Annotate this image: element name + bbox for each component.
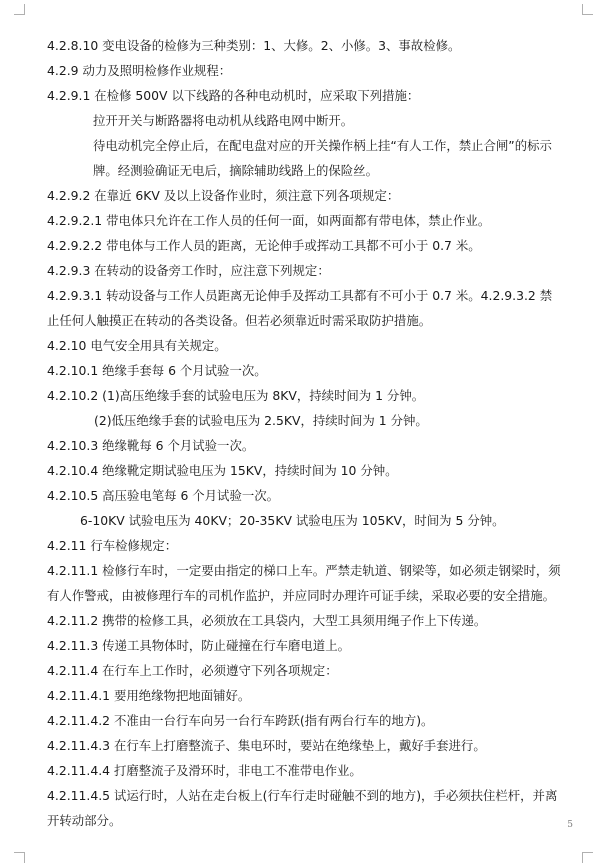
text-line: 4.2.10.3 绝缘靴每 6 个月试验一次。 bbox=[47, 438, 255, 453]
text-line: 4.2.9.3.1 转动设备与工作人员距离无论伸手及挥动工具都有不可小于 0.7 米。4.2.9.3.2 禁 bbox=[47, 288, 553, 303]
text-line: 牌。经测验确证无电后，摘除辅助线路上的保险丝。 bbox=[93, 163, 378, 178]
text-line: 4.2.11.4.2 不准由一台行车向另一台行车跨跃(指有两台行车的地方)。 bbox=[47, 713, 434, 728]
text-line: 4.2.9.1 在检修 500V 以下线路的各种电动机时，应采取下列措施： bbox=[47, 88, 420, 103]
text-line: 拉开开关与断路器将电动机从线路电网中断开。 bbox=[93, 113, 354, 128]
page-corner-mark-bottom-right bbox=[582, 852, 593, 863]
text-line: 4.2.11.1 检修行车时，一定要由指定的梯口上车。严禁走轨道、钢梁等，如必须走钢梁时，须 bbox=[47, 563, 561, 578]
text-line: 4.2.11.3 传递工具物体时，防止碰撞在行车磨电道上。 bbox=[47, 638, 350, 653]
text-line: 4.2.10.4 绝缘靴定期试验电压为 15KV，持续时间为 10 分钟。 bbox=[47, 463, 398, 478]
text-line: 4.2.11.4.3 在行车上打磨整流子、集电环时，要站在绝缘垫上，戴好手套进行。 bbox=[47, 738, 486, 753]
text-line: 4.2.11.4 在行车上工作时，必须遵守下列各项规定： bbox=[47, 663, 338, 678]
text-line: 4.2.11.4.4 打磨整流子及滑环时，非电工不准带电作业。 bbox=[47, 763, 362, 778]
text-line: 4.2.11.4.1 要用绝缘物把地面铺好。 bbox=[47, 688, 251, 703]
text-line: 6-10KV 试验电压为 40KV；20-35KV 试验电压为 105KV，时间为 5 分钟。 bbox=[80, 513, 505, 528]
text-line: 4.2.10.5 高压验电笔每 6 个月试验一次。 bbox=[47, 488, 280, 503]
page-corner-mark-bottom-left bbox=[14, 852, 25, 863]
text-line: 4.2.10 电气安全用具有关规定。 bbox=[47, 338, 227, 353]
text-line: 待电动机完全停止后，在配电盘对应的开关操作柄上挂“有人工作，禁止合闸”的标示 bbox=[93, 138, 552, 153]
text-line: 4.2.9.3 在转动的设备旁工作时，应注意下列规定： bbox=[47, 263, 330, 278]
text-line: 4.2.8.10 变电设备的检修为三种类别：1、大修。2、小修。3、事故检修。 bbox=[47, 38, 461, 53]
page-corner-mark-top-left bbox=[14, 4, 25, 15]
text-line: 4.2.10.1 绝缘手套每 6 个月试验一次。 bbox=[47, 363, 267, 378]
document-body bbox=[47, 33, 580, 833]
text-line: 开转动部分。 bbox=[47, 813, 122, 828]
page-number: 5 bbox=[567, 820, 573, 830]
text-line: 4.2.11.4.5 试运行时，人站在走台板上(行车行走时碰触不到的地方)，手必须扶住栏杆，并离 bbox=[47, 788, 558, 803]
text-line: (2)低压绝缘手套的试验电压为 2.5KV，持续时间为 1 分钟。 bbox=[94, 413, 428, 428]
text-line: 4.2.9.2 在靠近 6KV 及以上设备作业时，须注意下列各项规定： bbox=[47, 188, 400, 203]
text-line: 4.2.11 行车检修规定： bbox=[47, 538, 178, 553]
text-line: 4.2.9.2.1 带电体只允许在工作人员的任何一面，如两面都有带电体，禁止作业。 bbox=[47, 213, 491, 228]
text-line: 4.2.11.2 携带的检修工具，必须放在工具袋内，大型工具须用绳子作上下传递。 bbox=[47, 613, 487, 628]
page-corner-mark-top-right bbox=[582, 4, 593, 15]
text-line: 止任何人触摸正在转动的各类设备。但若必须靠近时需采取防护措施。 bbox=[47, 313, 432, 328]
text-line: 有人作警戒，由被修理行车的司机作监护，并应同时办理许可证手续，采取必要的安全措施。 bbox=[47, 588, 556, 603]
text-line: 4.2.10.2 (1)高压绝缘手套的试验电压为 8KV，持续时间为 1 分钟。 bbox=[47, 388, 425, 403]
text-line: 4.2.9.2.2 带电体与工作人员的距离，无论伸手或挥动工具都不可小于 0.7 米。 bbox=[47, 238, 481, 253]
text-line: 4.2.9 动力及照明检修作业规程： bbox=[47, 63, 232, 78]
